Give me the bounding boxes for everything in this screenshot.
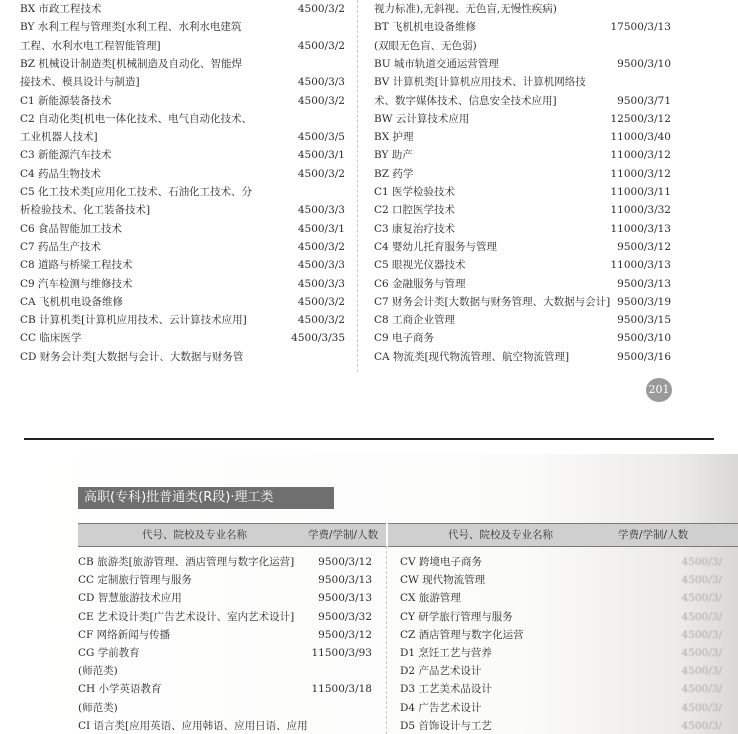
list-item: BX 市政工程技术 xyxy=(20,3,102,15)
page-number-badge: 201 xyxy=(646,378,672,402)
list-item-value: 9500/3/13 xyxy=(318,592,372,605)
list-item-value: 4500/3/1 xyxy=(297,149,345,162)
list-item: (双眼无色盲、无色弱) xyxy=(374,39,477,52)
column-divider xyxy=(357,0,358,372)
list-item: D5 首饰设计与工艺 xyxy=(400,719,492,732)
list-item-value: 4500/3/2 xyxy=(297,167,345,180)
list-item-value: 9500/3/12 xyxy=(617,240,671,253)
list-item-value: 17500/3/13 xyxy=(610,21,671,34)
list-item-value: 9500/3/32 xyxy=(318,610,372,623)
list-item: CA 物流类[现代物流管理、航空物流管理] xyxy=(374,350,570,363)
book-page-lower xyxy=(22,454,738,734)
list-item-value: 4500/3/ xyxy=(681,665,722,678)
list-item: D3 工艺美术品设计 xyxy=(400,683,492,696)
list-item: C6 金融服务与管理 xyxy=(374,277,466,290)
list-item: 接技术、模具设计与制造] xyxy=(20,76,140,89)
list-item: D1 烹饪工艺与营养 xyxy=(400,647,492,659)
list-item-value: 11000/3/13 xyxy=(610,259,671,272)
list-item-value: 11500/3/93 xyxy=(311,647,372,659)
list-item-value: 11000/3/13 xyxy=(610,222,671,235)
list-item-value: 4500/3/3 xyxy=(297,259,345,272)
page-separator-line xyxy=(24,438,714,440)
list-item-value: 9500/3/12 xyxy=(318,556,372,568)
column-divider-lower xyxy=(386,546,387,734)
list-item-value: 11000/3/40 xyxy=(610,131,671,144)
list-item: CD 财务会计类[大数据与会计、大数据与财务管 xyxy=(20,350,244,363)
list-item: C5 眼视光仪器技术 xyxy=(374,259,466,272)
list-item: C7 财务会计类[大数据与财务管理、大数据与会计] xyxy=(374,295,611,308)
list-item: 析检验技术、化工装备技术] xyxy=(20,204,151,217)
list-item-value: 4500/3/35 xyxy=(291,332,345,345)
list-item-value: 4500/3/1 xyxy=(297,222,345,235)
list-item: CI 语言类[应用英语、应用韩语、应用日语、应用 xyxy=(78,719,308,732)
list-item: BU 城市轨道交通运营管理 xyxy=(374,57,499,70)
list-item-value: 4500/3/ xyxy=(681,592,722,605)
list-item: CX 旅游管理 xyxy=(400,592,461,605)
list-item: BW 云计算技术应用 xyxy=(374,112,470,125)
table-header-right xyxy=(388,523,738,547)
list-item: (师范类) xyxy=(78,701,118,714)
list-item-value: 4500/3/ xyxy=(681,628,722,641)
list-item-value: 4500/3/3 xyxy=(297,204,345,217)
list-item: CB 计算机类[计算机应用技术、云计算技术应用] xyxy=(20,314,247,327)
list-item-value: 9500/3/12 xyxy=(318,628,372,641)
list-item-value: 4500/3/ xyxy=(681,574,722,587)
list-item: CG 学前教育 xyxy=(78,647,140,659)
list-item: CE 艺术设计类[广告艺术设计、室内艺术设计] xyxy=(78,610,295,623)
list-item: 视力标准),无斜视、无色盲,无慢性疾病) xyxy=(374,3,557,15)
list-item: CH 小学英语教育 xyxy=(78,683,162,696)
list-item: BT 飞机机电设备维修 xyxy=(374,21,477,34)
list-item-value: 4500/3/ xyxy=(681,719,722,732)
list-item: 工程、水利水电工程智能管理] xyxy=(20,39,161,52)
list-item: CC 定制旅行管理与服务 xyxy=(78,574,192,587)
list-item: CA 飞机机电设备维修 xyxy=(20,295,123,308)
list-item-value: 4500/3/ xyxy=(681,647,722,659)
list-item: C8 道路与桥梁工程技术 xyxy=(20,259,133,272)
list-item: C1 医学检验技术 xyxy=(374,186,456,198)
list-item: C9 电子商务 xyxy=(374,332,435,345)
list-item: BV 计算机类[计算机应用技术、计算机网络技 xyxy=(374,76,586,89)
list-item: C4 婴幼儿托育服务与管理 xyxy=(374,240,498,253)
list-item-value: 4500/3/5 xyxy=(297,131,345,144)
list-item: CY 研学旅行管理与服务 xyxy=(400,610,513,623)
list-item-value: 4500/3/2 xyxy=(297,39,345,52)
list-item: BY 助产 xyxy=(374,149,413,162)
list-item: D4 广告艺术设计 xyxy=(400,701,482,714)
list-item-value: 4500/3/2 xyxy=(297,94,345,107)
list-item: CZ 酒店管理与数字化运营 xyxy=(400,628,524,641)
list-item: D2 产品艺术设计 xyxy=(400,665,482,678)
table-header-left xyxy=(78,523,386,547)
list-item-value: 4500/3/3 xyxy=(297,277,345,290)
list-item: CF 网络新闻与传播 xyxy=(78,628,171,641)
header-col-name-right: 代号、院校及专业名称 xyxy=(448,529,553,541)
list-item: C3 新能源汽车技术 xyxy=(20,149,112,162)
list-item-value: 11000/3/32 xyxy=(610,204,671,217)
list-item: BX 护理 xyxy=(374,131,414,144)
list-item: CW 现代物流管理 xyxy=(400,574,486,587)
list-item-value: 4500/3/2 xyxy=(297,295,345,308)
list-item: C8 工商企业管理 xyxy=(374,314,456,327)
list-item-value: 9500/3/13 xyxy=(617,277,671,290)
list-item: C7 药品生产技术 xyxy=(20,240,102,253)
list-item: CB 旅游类[旅游管理、酒店管理与数字化运营] xyxy=(78,556,295,568)
list-item: C9 汽车检测与维修技术 xyxy=(20,277,133,290)
list-item: CC 临床医学 xyxy=(20,332,82,345)
list-item-value: 9500/3/10 xyxy=(617,57,671,70)
list-item-value: 4500/3/2 xyxy=(297,240,345,253)
list-item-value: 11500/3/18 xyxy=(311,683,372,696)
list-item-value: 4500/3/2 xyxy=(297,3,345,15)
list-item-value: 9500/3/15 xyxy=(617,314,671,327)
list-item-value: 11000/3/12 xyxy=(610,167,671,180)
list-item-value: 9500/3/10 xyxy=(617,332,671,345)
list-item-value: 4500/3/ xyxy=(681,610,722,623)
list-item: C1 新能源装备技术 xyxy=(20,94,112,107)
list-item-value: 11000/3/12 xyxy=(610,149,671,162)
list-item: CV 跨境电子商务 xyxy=(400,556,482,568)
header-col-fee-right: 学费/学制/人数 xyxy=(618,529,689,541)
list-item: C2 口腔医学技术 xyxy=(374,204,456,217)
list-item-value: 9500/3/19 xyxy=(617,295,671,308)
list-item: 工业机器人技术] xyxy=(20,131,98,144)
list-item: C5 化工技术类[应用化工技术、石油化工技术、分 xyxy=(20,186,253,198)
list-item-value: 9500/3/13 xyxy=(318,574,372,587)
list-item: (师范类) xyxy=(78,665,118,678)
list-item-value: 4500/3/2 xyxy=(297,314,345,327)
list-item: C4 药品生物技术 xyxy=(20,167,102,180)
list-item: C3 康复治疗技术 xyxy=(374,222,456,235)
list-item-value: 11000/3/11 xyxy=(610,186,671,198)
list-item: C6 食品智能加工技术 xyxy=(20,222,123,235)
list-item: BZ 机械设计制造类[机械制造及自动化、智能焊 xyxy=(20,57,242,70)
list-item-value: 4500/3/ xyxy=(681,683,722,696)
list-item: 术、数字媒体技术、信息安全技术应用] xyxy=(374,94,557,107)
header-col-fee: 学费/学制/人数 xyxy=(308,529,379,541)
section-banner: 高职(专科)批普通类(R段)·理工类 xyxy=(78,487,334,509)
list-item-value: 4500/3/ xyxy=(681,701,722,714)
header-col-name: 代号、院校及专业名称 xyxy=(142,529,247,541)
list-item-value: 4500/3/ xyxy=(681,556,722,568)
list-item-value: 9500/3/71 xyxy=(617,94,671,107)
list-item: C2 自动化类[机电一体化技术、电气自动化技术、 xyxy=(20,112,253,125)
list-item-value: 4500/3/3 xyxy=(297,76,345,89)
list-item: CD 智慧旅游技术应用 xyxy=(78,592,182,605)
list-item-value: 9500/3/16 xyxy=(617,350,671,363)
list-item: BZ 药学 xyxy=(374,167,414,180)
list-item-value: 12500/3/12 xyxy=(610,112,671,125)
list-item: BY 水利工程与管理类[水利工程、水利水电建筑 xyxy=(20,21,242,34)
